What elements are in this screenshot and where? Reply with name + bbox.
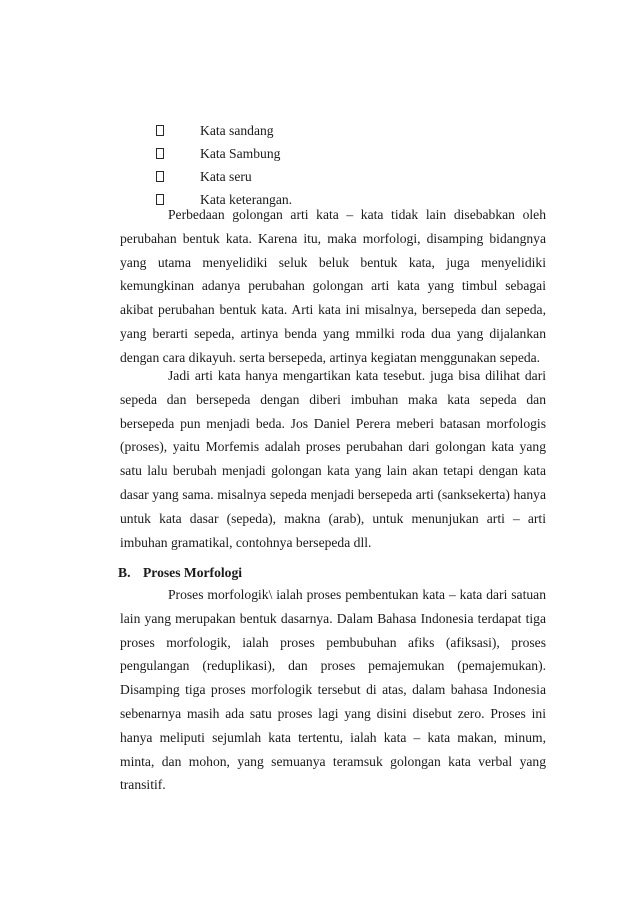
- section-number: B.: [118, 565, 131, 580]
- list-item: [156, 142, 292, 165]
- square-bullet-icon: [156, 125, 164, 136]
- section-heading: [120, 561, 242, 584]
- list-item: [156, 165, 292, 188]
- square-bullet-icon: [156, 171, 164, 182]
- list-item-text: Kata sandang: [200, 122, 274, 138]
- square-bullet-icon: [156, 148, 164, 159]
- list-item-text: Kata seru: [200, 168, 252, 184]
- list-item-text: Kata Sambung: [200, 145, 281, 161]
- list-item-text: Kata keterangan.: [200, 191, 293, 207]
- body-paragraph: Perbedaan golongan arti kata – kata tidak lain disebabkan oleh perubahan bentuk kata. Karena itu, maka morfologi, disamping bidangnya yang utama menyelidiki seluk beluk bentuk kata, juga menyelidiki kemungkinan adanya perubahan golongan arti kata yang timbul sebagai akibat perubahan bentuk kata. Arti kata ini misalnya, bersepeda dan sepeda, yang berarti sepeda, artinya benda yang mmilki roda dua yang dijalankan dengan cara dikayuh. serta bersepeda, artinya kegiatan menggunakan sepeda.: [120, 207, 546, 365]
- list-item: [156, 119, 292, 142]
- body-paragraph: Jadi arti kata hanya mengartikan kata tesebut. juga bisa dilihat dari sepeda dan bersepeda dengan diberi imbuhan maka kata sepeda dan bersepeda pun menjadi beda. Jos Daniel Perera meberi batasan morfologis (proses), yaitu Morfemis adalah proses perubahan dari golongan kata yang satu lalu berubah menjadi golongan kata yang lain akan tetapi dengan kata dasar yang sama. misalnya sepeda menjadi bersepeda arti (sanksekerta) hanya untuk kata dasar (sepeda), makna (arab), untuk menunjukan arti – arti imbuhan gramatikal, contohnya bersepeda dll.: [120, 368, 546, 550]
- word-class-list: [156, 119, 292, 211]
- section-paragraph: Proses morfologik\ ialah proses pembentukan kata – kata dari satuan lain yang merupakan bentuk dasarnya. Dalam Bahasa Indonesia terdapat tiga proses morfologik, ialah proses pembubuhan afiks (afiksasi), proses pengulangan (reduplikasi), dan proses pemajemukan (pemajemukan). Disamping tiga proses morfologik tersebut di atas, dalam bahasa Indonesia sebenarnya masih ada satu proses lagi yang disini disebut zero. Proses ini hanya meliputi sejumlah kata tertentu, ialah kata – kata makan, minum, minta, dan mohon, yang semuanya teramsuk golongan kata verbal yang transitif.: [120, 587, 546, 793]
- section-title: Proses Morfologi: [143, 565, 243, 580]
